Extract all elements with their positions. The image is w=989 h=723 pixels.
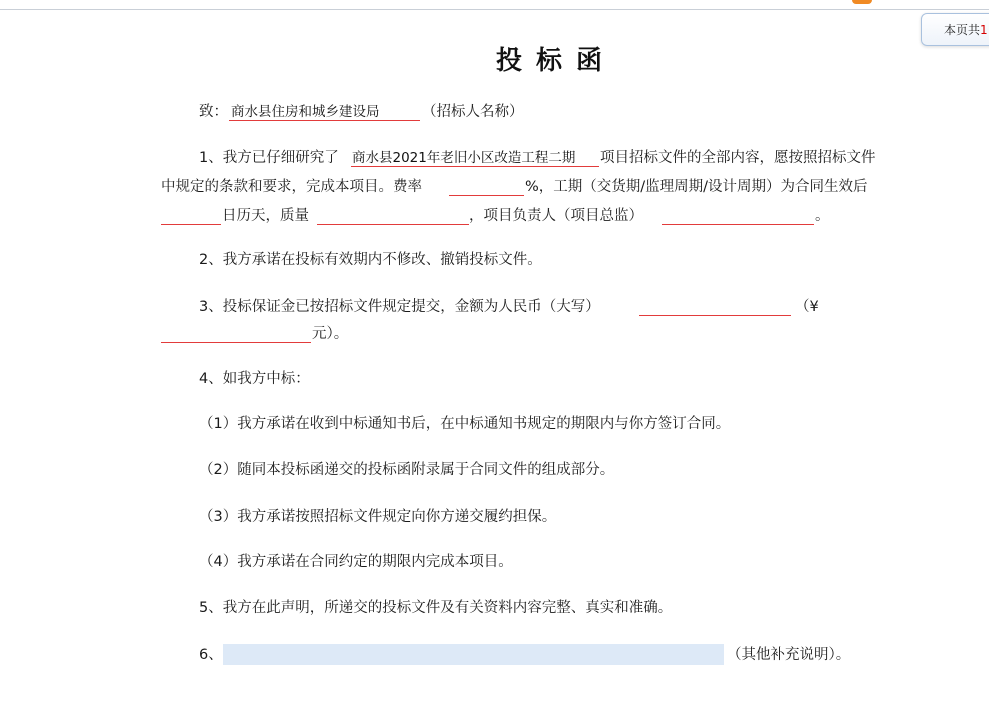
- deposit-amount-field[interactable]: [161, 342, 311, 343]
- duration-days-field[interactable]: [161, 224, 221, 225]
- to-prefix: 致：: [199, 104, 228, 120]
- page-count-number: 1: [980, 23, 988, 37]
- item1-line2-b: %，工期（交货期/监理周期/设计周期）为合同生效后: [525, 179, 868, 195]
- item4-subitem-3: （3）我方承诺按照招标文件规定向你方递交履约担保。: [199, 509, 557, 525]
- quality-field[interactable]: [317, 224, 469, 225]
- item3-text3: 元）。: [312, 326, 349, 342]
- item4-subitem-2: （2）随同本投标函递交的投标函附录属于合同文件的组成部分。: [199, 462, 615, 478]
- page-count-label: 本页共: [944, 23, 981, 37]
- project-manager-field[interactable]: [662, 224, 814, 225]
- corner-decoration-icon: [852, 0, 872, 4]
- item1-prefix: 1、我方已仔细研究了: [199, 150, 339, 166]
- to-suffix: （招标人名称）: [422, 104, 524, 120]
- item4-subitem-4: （4）我方承诺在合同约定的期限内完成本项目。: [199, 554, 513, 570]
- top-divider: [0, 9, 989, 10]
- item4-heading: 4、如我方中标：: [199, 371, 310, 387]
- supplementary-notes-input[interactable]: [223, 644, 724, 665]
- item1-line3-a: 日历天，质量: [222, 208, 309, 224]
- item2-text: 2、我方承诺在投标有效期内不修改、撤销投标文件。: [199, 252, 542, 268]
- item6-prefix: 6、: [199, 647, 223, 663]
- recipient-value: 商水县住房和城乡建设局: [231, 104, 380, 120]
- item1-text-rest: 项目招标文件的全部内容，愿按照招标文件: [600, 150, 876, 166]
- item3-text2: （¥: [795, 299, 819, 315]
- project-name-value: 商水县2021年老旧小区改造工程二期: [352, 150, 576, 166]
- item5-text: 5、我方在此声明，所递交的投标文件及有关资料内容完整、真实和准确。: [199, 600, 673, 616]
- fee-rate-field[interactable]: [449, 195, 524, 196]
- item1-line3-c: 。: [815, 208, 830, 224]
- page-title: 投标函: [495, 46, 616, 76]
- item1-line3-b: ，项目负责人（项目总监）: [469, 208, 643, 224]
- item4-subitem-1: （1）我方承诺在收到中标通知书后，在中标通知书规定的期限内与你方签订合同。: [199, 416, 731, 432]
- item1-line2-a: 中规定的条款和要求，完成本项目。费率: [161, 179, 422, 195]
- deposit-uppercase-field[interactable]: [639, 315, 791, 316]
- item6-suffix: （其他补充说明）。: [727, 647, 851, 663]
- item3-text1: 3、投标保证金已按招标文件规定提交，金额为人民币（大写）: [199, 299, 600, 315]
